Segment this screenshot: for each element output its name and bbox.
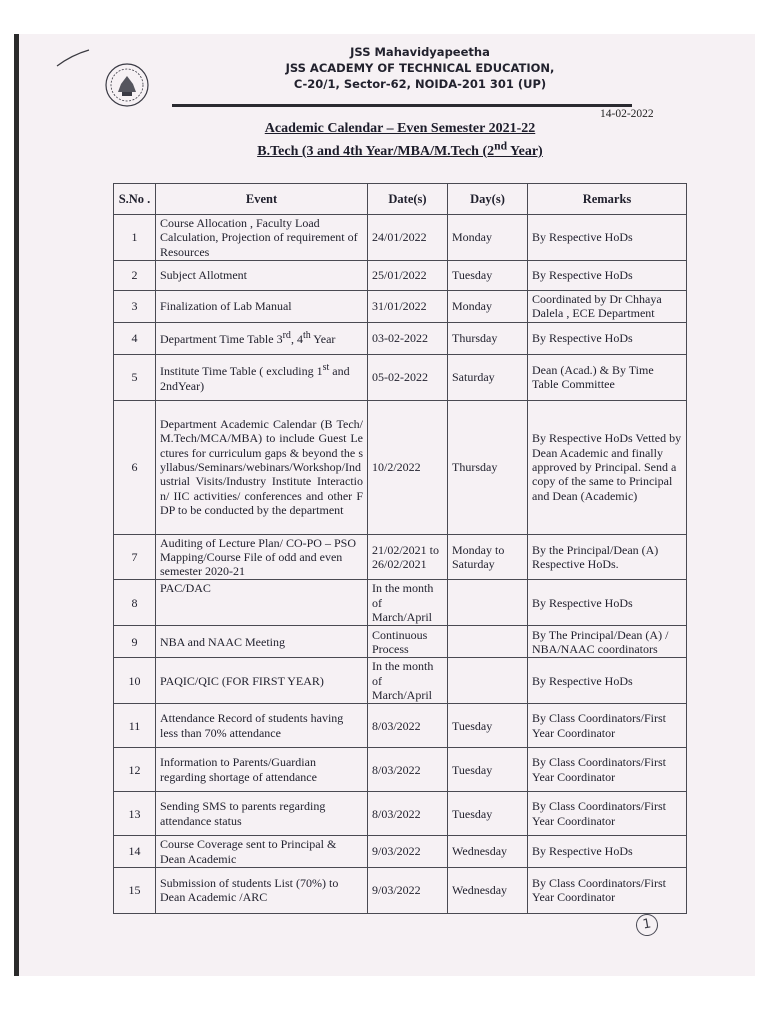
header-line-3: C-20/1, Sector-62, NOIDA-201 301 (UP): [293, 77, 547, 91]
cell-event: PAQIC/QIC (FOR FIRST YEAR): [156, 658, 368, 704]
cell-day: [448, 626, 528, 658]
cell-remarks: By Respective HoDs: [528, 658, 687, 704]
cell-remarks: By Respective HoDs: [528, 580, 687, 626]
cell-remarks: By Class Coordinators/First Year Coordinator: [528, 704, 687, 748]
cell-event: Finalization of Lab Manual: [156, 291, 368, 323]
cell-date: 8/03/2022: [368, 704, 448, 748]
cell-day: [448, 580, 528, 626]
cell-date: 03-02-2022: [368, 322, 448, 354]
table-row: [114, 534, 687, 580]
cell-date: 25/01/2022: [368, 261, 448, 291]
cell-remarks: By Respective HoDs: [528, 261, 687, 291]
cell-sno: 15: [114, 867, 156, 913]
cell-sno: 1: [114, 215, 156, 261]
cell-date: 05-02-2022: [368, 354, 448, 400]
cell-sno: 6: [114, 400, 156, 534]
institution-header: [260, 44, 580, 92]
col-header-sno: S.No .: [114, 184, 156, 215]
cell-event: Submission of students List (70%) to Dean Academic /ARC: [156, 867, 368, 913]
cell-sno: 9: [114, 626, 156, 658]
table-row: [114, 704, 687, 748]
cell-sno: 13: [114, 792, 156, 836]
cell-event: Institute Time Table ( excluding 1st and 2ndYear): [156, 354, 368, 400]
cell-sno: 5: [114, 354, 156, 400]
cell-event: NBA and NAAC Meeting: [156, 626, 368, 658]
cell-remarks: By The Principal/Dean (A) / NBA/NAAC coordinators: [528, 626, 687, 658]
cell-remarks: By Respective HoDs: [528, 322, 687, 354]
table-header-row: [114, 184, 687, 215]
cell-remarks: By Respective HoDs: [528, 215, 687, 261]
cell-sno: 12: [114, 748, 156, 792]
cell-remarks: Dean (Acad.) & By Time Table Committee: [528, 354, 687, 400]
cell-remarks: By Respective HoDs: [528, 836, 687, 868]
cell-event: Department Academic Calendar (B Tech/ M.Tech/MCA/MBA) to include Guest Lectures for curriculum gaps & beyond the syllabus/Seminars/webinars/Workshop/Industrial Visits/Industry Institute Interaction/ IIC activities/ conferences and other FDP to be conducted by the department: [156, 400, 368, 534]
table-row: [114, 354, 687, 400]
cell-day: [448, 658, 528, 704]
cell-remarks: By Respective HoDs Vetted by Dean Academic and finally approved by Principal. Send a copy of the same to Principal and Dean (Academic): [528, 400, 687, 534]
cell-date: 10/2/2022: [368, 400, 448, 534]
cell-date: 31/01/2022: [368, 291, 448, 323]
cell-event: Course Allocation , Faculty Load Calculation, Projection of requirement of Resources: [156, 215, 368, 261]
cell-event: Auditing of Lecture Plan/ CO-PO – PSO Mapping/Course File of odd and even semester 2020-21: [156, 534, 368, 580]
cell-sno: 7: [114, 534, 156, 580]
table-row: [114, 215, 687, 261]
table-row: [114, 322, 687, 354]
cell-day: Monday to Saturday: [448, 534, 528, 580]
cell-day: Monday: [448, 215, 528, 261]
cell-day: Wednesday: [448, 867, 528, 913]
cell-date: In the month of March/April: [368, 580, 448, 626]
cell-remarks: By Class Coordinators/First Year Coordinator: [528, 748, 687, 792]
cell-remarks: Coordinated by Dr Chhaya Dalela , ECE Department: [528, 291, 687, 323]
title-line-1: Academic Calendar – Even Semester 2021-22: [264, 121, 536, 136]
cell-day: Wednesday: [448, 836, 528, 868]
cell-date: 24/01/2022: [368, 215, 448, 261]
cell-sno: 2: [114, 261, 156, 291]
cell-date: 21/02/2021 to 26/02/2021: [368, 534, 448, 580]
cell-sno: 11: [114, 704, 156, 748]
cell-event: PAC/DAC: [156, 580, 368, 626]
cell-day: Tuesday: [448, 704, 528, 748]
cell-sno: 4: [114, 322, 156, 354]
cell-day: Thursday: [448, 400, 528, 534]
col-header-remarks: Remarks: [528, 184, 687, 215]
cell-date: In the month of March/April: [368, 658, 448, 704]
cell-date: 8/03/2022: [368, 792, 448, 836]
table-row: [114, 867, 687, 913]
cell-sno: 10: [114, 658, 156, 704]
title-line-2: B.Tech (3 and 4th Year/MBA/M.Tech (2nd Year): [257, 139, 543, 159]
cell-event: Sending SMS to parents regarding attendance status: [156, 792, 368, 836]
cell-event: Course Coverage sent to Principal & Dean Academic: [156, 836, 368, 868]
table-row: [114, 792, 687, 836]
cell-event: Attendance Record of students having less than 70% attendance: [156, 704, 368, 748]
col-header-days: Day(s): [448, 184, 528, 215]
table-row: [114, 400, 687, 534]
cell-day: Tuesday: [448, 748, 528, 792]
table-row: [114, 836, 687, 868]
issue-date: 14-02-2022: [600, 108, 654, 120]
header-line-1: JSS Mahavidyapeetha: [350, 45, 490, 59]
cell-day: Tuesday: [448, 792, 528, 836]
cell-sno: 3: [114, 291, 156, 323]
col-header-event: Event: [156, 184, 368, 215]
table-row: [114, 658, 687, 704]
cell-day: Thursday: [448, 322, 528, 354]
academic-calendar-table: [113, 183, 687, 914]
cell-remarks: By the Principal/Dean (A) Respective HoDs.: [528, 534, 687, 580]
cell-sno: 14: [114, 836, 156, 868]
cell-sno: 8: [114, 580, 156, 626]
calendar-title: [200, 120, 600, 160]
college-emblem-icon: [104, 62, 150, 108]
cell-date: 8/03/2022: [368, 748, 448, 792]
cell-event: Subject Allotment: [156, 261, 368, 291]
header-divider: [172, 104, 632, 107]
cell-remarks: By Class Coordinators/First Year Coordinator: [528, 792, 687, 836]
table-row: [114, 580, 687, 626]
cell-day: Monday: [448, 291, 528, 323]
cell-date: Continuous Process: [368, 626, 448, 658]
cell-remarks: By Class Coordinators/First Year Coordinator: [528, 867, 687, 913]
table-row: [114, 291, 687, 323]
cell-date: 9/03/2022: [368, 867, 448, 913]
table-row: [114, 261, 687, 291]
cell-day: Tuesday: [448, 261, 528, 291]
handwritten-page-number: 1: [634, 912, 659, 937]
cell-event: Information to Parents/Guardian regarding shortage of attendance: [156, 748, 368, 792]
header-line-2: JSS ACADEMY OF TECHNICAL EDUCATION,: [285, 61, 555, 75]
table-row: [114, 748, 687, 792]
cell-event: Department Time Table 3rd, 4th Year: [156, 322, 368, 354]
table-row: [114, 626, 687, 658]
pen-stroke-mark: [55, 48, 91, 68]
col-header-dates: Date(s): [368, 184, 448, 215]
cell-day: Saturday: [448, 354, 528, 400]
cell-date: 9/03/2022: [368, 836, 448, 868]
